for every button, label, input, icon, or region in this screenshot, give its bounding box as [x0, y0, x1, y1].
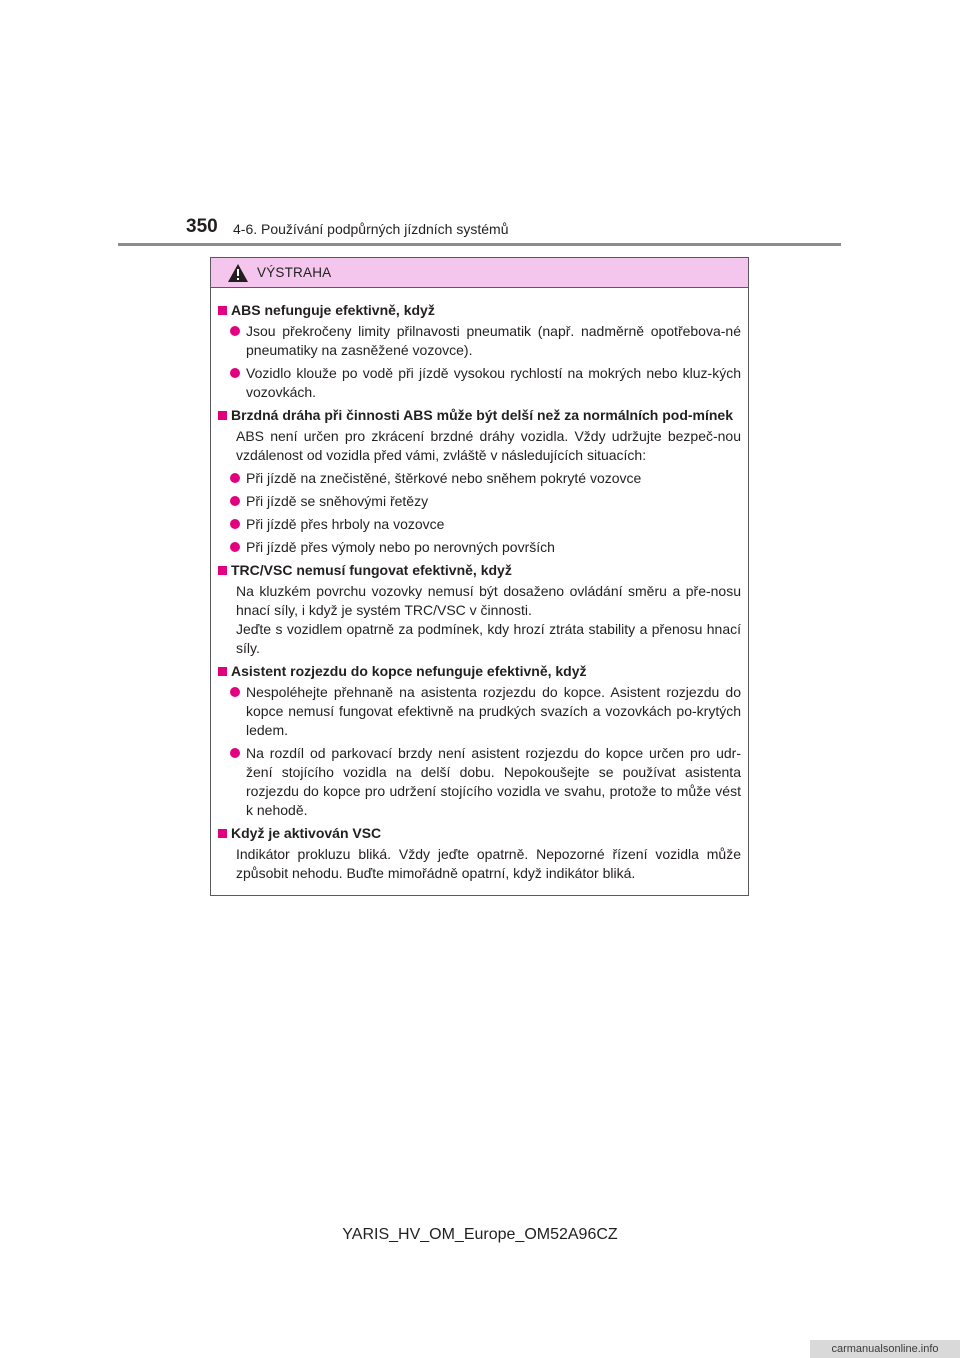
round-bullet-icon [230, 748, 240, 758]
round-bullet-icon [230, 519, 240, 529]
warning-label: VÝSTRAHA [257, 265, 332, 280]
page-number: 350 [186, 216, 218, 237]
warning-box [210, 257, 749, 896]
header-rule [118, 243, 841, 246]
round-bullet-icon [230, 496, 240, 506]
watermark: carmanualsonline.info [810, 1340, 960, 1358]
square-bullet-icon [218, 566, 227, 575]
warning-triangle-icon [227, 263, 249, 283]
section-title: 4-6. Používání podpůrných jízdních systémů [233, 221, 509, 237]
square-bullet-icon [218, 829, 227, 838]
section-paragraph: Na kluzkém povrchu vozovky nemusí být dosaženo ovládání směru a pře-nosu hnací síly, i když je systém TRC/VSC v činnosti. [236, 583, 741, 618]
bullet-item: Při jízdě se sněhovými řetězy [230, 492, 741, 511]
bullet-item: Při jízdě na znečistěné, štěrkové nebo sněhem pokryté vozovce [230, 469, 741, 488]
section-paragraph: Jeďte s vozidlem opatrně za podmínek, kdy hrozí ztráta stability a přenosu hnací síly. [236, 621, 741, 656]
bullet-item: Při jízdě přes hrboly na vozovce [230, 515, 741, 534]
bullet-item: Při jízdě přes výmoly nebo po nerovných površích [230, 538, 741, 557]
round-bullet-icon [230, 542, 240, 552]
square-bullet-icon [218, 411, 227, 420]
round-bullet-icon [230, 473, 240, 483]
square-bullet-icon [218, 306, 227, 315]
warning-content [211, 288, 748, 883]
round-bullet-icon [230, 368, 240, 378]
section-heading: Asistent rozjezdu do kopce nefunguje efektivně, když [217, 662, 741, 681]
document-code: YARIS_HV_OM_Europe_OM52A96CZ [342, 1226, 618, 1243]
section-heading: ABS nefunguje efektivně, když [217, 301, 741, 320]
bullet-item: Vozidlo klouže po vodě při jízdě vysokou rychlostí na mokrých nebo kluz-kých vozovkách. [230, 364, 741, 402]
round-bullet-icon [230, 326, 240, 336]
square-bullet-icon [218, 667, 227, 676]
section-paragraph: ABS není určen pro zkrácení brzdné dráhy vozidla. Vždy udržujte bezpeč-nou vzdálenost od vozidla před vámi, zvláště v následujících situacích: [236, 428, 741, 463]
section-paragraph: Indikátor prokluzu bliká. Vždy jeďte opatrně. Nepozorné řízení vozidla může způsobit nehodu. Buďte mimořádně opatrní, když indikátor bliká. [236, 846, 741, 881]
section-heading: Když je aktivován VSC [217, 824, 741, 843]
bullet-item: Na rozdíl od parkovací brzdy není asistent rozjezdu do kopce určen pro udr-žení stojícího vozidla na delší dobu. Nepokoušejte se používat asistenta rozjezdu do kopce pro udržení stojícího vozidla ve svahu, protože to může vést k nehodě. [230, 744, 741, 820]
section-heading: TRC/VSC nemusí fungovat efektivně, když [217, 561, 741, 580]
bullet-item: Jsou překročeny limity přilnavosti pneumatik (např. nadměrně opotřebova-né pneumatiky na zasněžené vozovce). [230, 322, 741, 360]
round-bullet-icon [230, 687, 240, 697]
section-heading: Brzdná dráha při činnosti ABS může být delší než za normálních pod-mínek [217, 406, 741, 425]
warning-header [211, 258, 748, 288]
bullet-item: Nespoléhejte přehnaně na asistenta rozjezdu do kopce. Asistent rozjezdu do kopce nemusí fungovat efektivně na prudkých svazích a vozovkách po-krytých ledem. [230, 683, 741, 740]
